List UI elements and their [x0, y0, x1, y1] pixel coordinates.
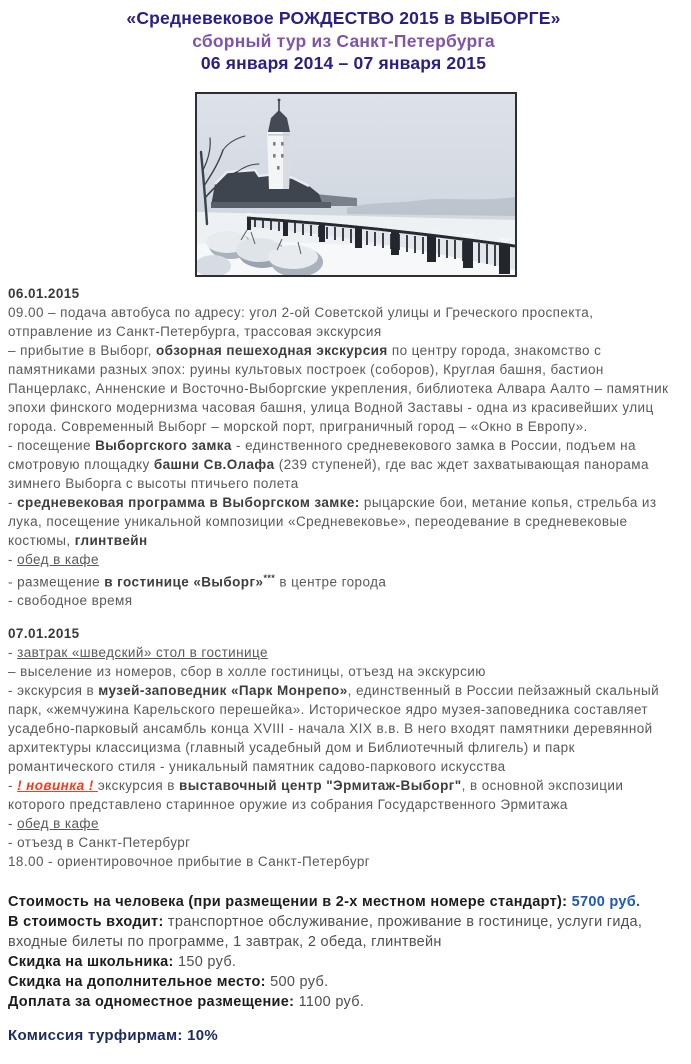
- text-segment: – прибытие в Выборг,: [8, 342, 157, 358]
- text-line: [8, 643, 679, 662]
- text-segment: -: [8, 778, 18, 793]
- text-segment: глинтвейн: [74, 532, 148, 548]
- text-segment: Скидка на школьника:: [8, 954, 174, 970]
- text-segment: - посещение: [8, 437, 96, 453]
- text-line: [8, 972, 679, 992]
- winter-photo-illustration: [197, 94, 515, 275]
- text-segment: рыцарские бои, метание копья, стрельба из лука, посещение уникальной композиции «Средневековье», переодевание в средневековые костюмы,: [8, 494, 657, 548]
- text-segment: - отъезд в Санкт-Петербург: [8, 835, 191, 850]
- text-segment: , единственный в России пейзажный скальный парк, «жемчужина Карельского перешейка». Историческое ядро музея-заповедника составляет усадебно-парковый ансамбль конца XVIII - начала XIX в.в. В него входят памятники деревянной архитектуры классицизма (главный усадебный дом и Библиотечный флигель) и парк романтического стиля - уникальный памятник садово-паркового искусства: [8, 683, 660, 774]
- text-segment: -: [8, 494, 18, 510]
- text-segment: - размещение: [8, 574, 105, 589]
- text-segment: Скидка на дополнительное место:: [8, 974, 266, 990]
- text-segment: по центру города, знакомство с памятниками разных эпох: руины культовых построек (соборов), Круглая башня, бастион Панцерлакс, Анненские и Восточно-Выборгские укрепления, библиотека Алвара Аалто – памятник эпохи финского модернизма часовая башня, улица Водной Заставы - одна из красивейших улиц города. Современный Выборг – морской порт, приграничный город – «Окно в Европу».: [8, 342, 669, 434]
- pricing-section: [8, 892, 679, 1012]
- text-segment: 18.00 - ориентировочное прибытие в Санкт-Петербург: [8, 854, 371, 869]
- text-segment: ***: [263, 572, 276, 583]
- text-line: [8, 662, 679, 681]
- text-segment: Доплата за одноместное размещение:: [8, 994, 295, 1010]
- text-segment: в центре города: [275, 574, 387, 589]
- text-segment: 500 руб.: [265, 974, 329, 990]
- text-line: [8, 681, 679, 776]
- text-segment: выставочный центр "Эрмитаж-Выборг": [179, 778, 462, 793]
- day-2-date-heading: 07.01.2015: [8, 626, 80, 641]
- text-segment: -: [8, 645, 18, 660]
- title-line-1: «Средневековое РОЖДЕСТВО 2015 в ВЫБОРГЕ»: [126, 8, 561, 28]
- text-line: [8, 833, 679, 852]
- text-segment: – выселение из номеров, сбор в холле гостиницы, отъезд на экскурсию: [8, 664, 486, 679]
- text-line: [8, 591, 679, 610]
- embankment-wall: [211, 202, 331, 208]
- text-segment: экскурсия в: [97, 778, 180, 793]
- text-segment: , в основной экспозиции которого представлено старинное оружие из собрания Государственного Эрмитажа: [8, 778, 624, 812]
- text-line: [8, 912, 679, 952]
- text-line: [8, 992, 679, 1012]
- title-line-3: 06 января 2014 – 07 января 2015: [200, 53, 487, 73]
- text-segment: Стоимость на человека (при размещении в 2-х местном номере стандарт):: [8, 894, 568, 910]
- day-2-itinerary: [8, 643, 679, 871]
- text-segment: завтрак «шведский» стол в гостинице: [17, 645, 268, 660]
- title-line-2: сборный тур из Санкт-Петербурга: [192, 30, 495, 51]
- text-line: [8, 569, 679, 592]
- text-segment: транспортное обслуживание, проживание в гостинице, услуги гида, входные билеты по программе, 1 завтрак, 2 обеда, глинтвейн: [8, 914, 643, 950]
- day-2-section: [8, 625, 679, 871]
- text-segment: башни Св.Олафа: [153, 456, 275, 472]
- text-segment: (239 ступеней), где вас ждет захватывающая панорама зимнего Выборга с высоты птичьего полета: [8, 456, 649, 491]
- text-segment: Выборгского замка: [95, 437, 232, 453]
- text-line: [8, 952, 679, 972]
- text-line: [8, 776, 679, 814]
- commission-line: Комиссия турфирмам: 10%: [8, 1027, 219, 1044]
- text-line: [8, 550, 679, 569]
- day-1-itinerary: [8, 303, 679, 611]
- day-1-section: [8, 285, 679, 611]
- text-segment: 1100 руб.: [294, 994, 365, 1010]
- text-line: [8, 852, 679, 871]
- text-segment: - единственного средневекового замка в России, подъем на смотровую площадку: [8, 437, 636, 472]
- text-segment: музей-заповедник «Парк Монрепо»: [98, 683, 348, 698]
- text-line: [8, 814, 679, 833]
- text-segment: обед в кафе: [17, 816, 99, 831]
- text-segment: - экскурсия в: [8, 683, 99, 698]
- text-line: [8, 892, 679, 912]
- text-segment: 150 руб.: [173, 954, 237, 970]
- spire-ball: [278, 98, 281, 101]
- text-segment: средневековая программа в Выборгском замке:: [17, 494, 360, 510]
- day-1-date-heading: 06.01.2015: [8, 285, 80, 301]
- vyborg-castle-winter-photo: [195, 92, 517, 277]
- text-segment: -: [8, 551, 18, 567]
- text-segment: обзорная пешеходная экскурсия: [156, 342, 388, 358]
- tower-cornice: [268, 134, 290, 136]
- text-segment: обед в кафе: [17, 551, 99, 567]
- text-segment: 5700 руб.: [571, 894, 641, 910]
- text-segment: -: [8, 816, 18, 831]
- text-line: [8, 493, 679, 550]
- document-title: [8, 7, 679, 75]
- text-segment: В стоимость входит:: [8, 914, 164, 930]
- text-segment: ! новинка !: [17, 778, 98, 793]
- text-segment: в гостинице «Выборг»: [104, 574, 264, 589]
- text-line: [8, 436, 679, 493]
- text-segment: - свободное время: [8, 593, 133, 608]
- text-line: [8, 341, 679, 436]
- text-segment: 09.00 – подача автобуса по адресу: угол 2-ой Советской улицы и Греческого проспекта, отправление из Санкт-Петербурга, трассовая экскурсия: [8, 304, 594, 339]
- text-line: [8, 303, 679, 341]
